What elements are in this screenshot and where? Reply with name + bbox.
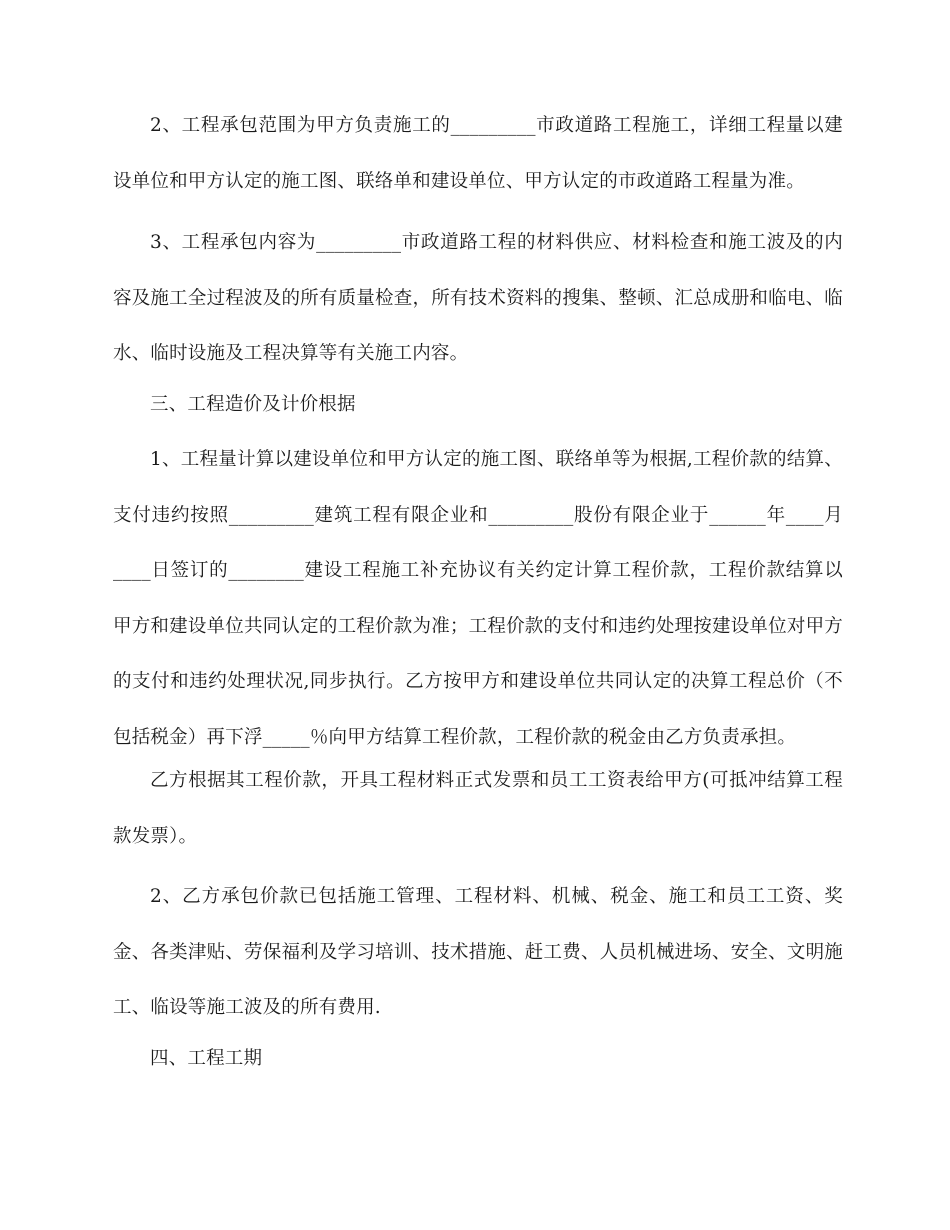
paragraph-contract-price: 2、乙方承包价款已包括施工管理、工程材料、机械、税金、施工和员工工资、奖金、各类津贴、劳保福利及学习培训、技术措施、赶工费、人员机械进场、安全、文明施工、临设等施工波及的所有费用. xyxy=(113,886,843,1018)
section-heading-schedule: 四、工程工期 xyxy=(150,1048,263,1069)
paragraph-scope: 2、工程承包范围为甲方负责施工的_________市政道路工程施工，详细工程量以建设单位和甲方认定的施工图、联络单和建设单位、甲方认定的市政道路工程量为准。 xyxy=(113,115,843,192)
paragraph-invoice: 乙方根据其工程价款，开具工程材料正式发票和员工工资表给甲方(可抵冲结算工程款发票）。 xyxy=(113,770,843,847)
section-heading-pricing: 三、工程造价及计价根据 xyxy=(150,394,356,415)
paragraph-quantity-calculation: 1、工程量计算以建设单位和甲方认定的施工图、联络单等为根据,工程价款的结算、支付违约按照_________建筑工程有限企业和_________股份有限企业于______年____月____日签订的________建设工程施工补充协议有关约定计算工程价款，工程价款结算以甲方和建设单位共同认定的工程价款为准；工程价款的支付和违约处理按建设单位对甲方的支付和违约处理状况,同步执行。乙方按甲方和建设单位共同认定的决算工程总价（不包括税金）再下浮_____％向甲方结算工程价款，工程价款的税金由乙方负责承担。 xyxy=(113,449,843,748)
paragraph-content: 3、工程承包内容为_________市政道路工程的材料供应、材料检查和施工波及的内容及施工全过程波及的所有质量检查，所有技术资料的搜集、整顿、汇总成册和临电、临水、临时设施及工程决算等有关施工内容。 xyxy=(113,232,843,364)
